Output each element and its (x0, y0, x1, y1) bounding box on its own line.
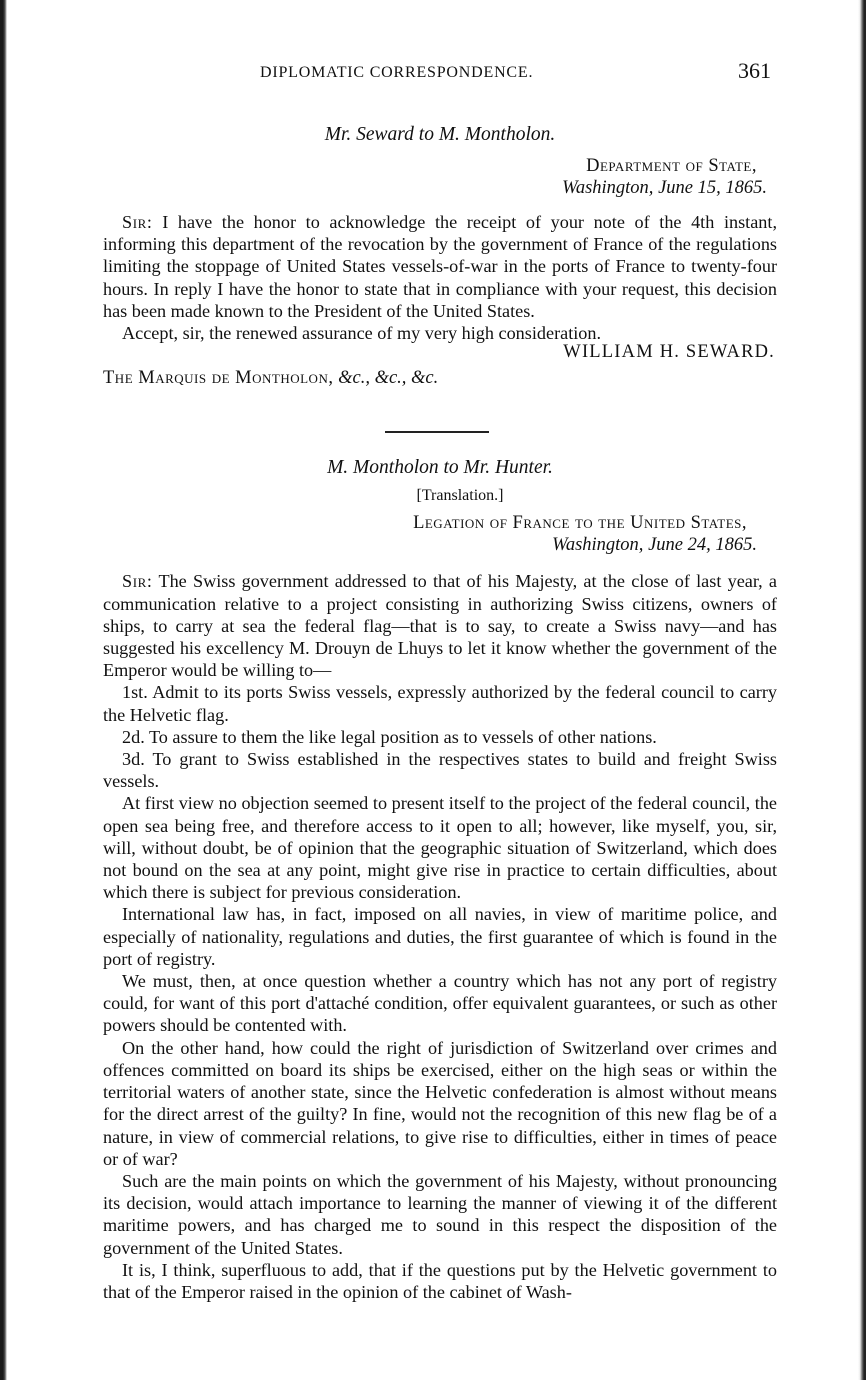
letter1-signature: WILLIAM H. SEWARD. (563, 342, 775, 363)
letter1-place: Washington, (562, 178, 654, 198)
letter1-addressee (103, 367, 777, 389)
addressee-etc: &c., &c., &c. (338, 368, 439, 389)
letter2-place: Washington, (552, 535, 644, 556)
letter2-paragraph: 2d. To assure to them the like legal position as to vessels of other nations. (122, 726, 657, 747)
letter2-paragraph: 3d. To grant to Swiss established in the respectives states to build and freight Swiss vessels. (103, 749, 777, 792)
letter1-caption: Mr. Seward to M. Montholon. (324, 124, 556, 145)
letter1-body (103, 211, 777, 322)
letter2-caption: M. Montholon to Mr. Hunter. (327, 457, 553, 479)
letter2-paragraph: 1st. Admit to its ports Swiss vessels, expressly authorized by the federal council to carry the Helvetic flag. (103, 682, 777, 725)
letter2-paragraph: On the other hand, how could the right of jurisdiction of Switzerland over crimes and offences committed on board its ships be exercised, either on the high seas or within the territorial waters of another state, since the Helvetic confederation is almost without means for the direct arrest of the guilty? In fine, would not the recognition of this new flag be of a nature, in view of commercial relations, to give rise to difficulties, either in times of peace or of war? (103, 1037, 777, 1169)
letter2-paragraph-text: The Swiss government addressed to that of his Majesty, at the close of last year, a communication relative to a project consisting in authorizing Swiss citizens, owners of ships, to carry at sea the federal flag—that is to say, to create a Swiss navy—and has suggested his excellency M. Drouyn de Lhuys to let it know whether the government of the Emperor would be willing to— (103, 571, 777, 681)
letter2-dateline (103, 512, 777, 556)
letter1-dateline (103, 155, 777, 199)
page-number: 361 (738, 58, 771, 83)
letter1-date: June 15, 1865. (658, 178, 767, 198)
letter2-place-date (103, 534, 757, 556)
letter2-office: Legation of France to the United States, (413, 513, 747, 534)
document-page (103, 52, 777, 1303)
letter1-salutation: Sir: (122, 212, 153, 232)
letter2-paragraph (103, 570, 777, 681)
letter1-body-text: I have the honor to acknowledge the receipt of your note of the 4th instant, informing this department of the revocation by the government of France of the regulations limiting the stoppage of United States vessels-of-war in the ports of France to twenty-four hours. In reply I have the honor to state that in compliance with your request, this decision has been made known to the President of the United States. (103, 212, 777, 321)
scan-right-edge (858, 0, 866, 1380)
letter1-place-date (103, 177, 767, 199)
letter2-date: June 24, 1865. (648, 535, 757, 556)
scan-left-edge (0, 0, 7, 1380)
translation-note: [Translation.] (416, 487, 504, 505)
section-divider (385, 431, 489, 433)
addressee-name: The Marquis de Montholon, (103, 368, 334, 389)
letter2-salutation: Sir: (122, 571, 153, 592)
letter2-paragraph: Such are the main points on which the government of his Majesty, without pronouncing its decision, would attach importance to learning the manner of viewing it of the different maritime powers, and has charged me to sound in this respect the disposition of the government of the United States. (103, 1170, 777, 1258)
letter2-paragraph: We must, then, at once question whether a country which has not any port of registry could, for want of this port d'attaché condition, offer equivalent guarantees, or such as other powers should be contented with. (103, 971, 777, 1036)
letter2-paragraph: International law has, in fact, imposed on all navies, in view of maritime police, and especially of nationality, regulations and duties, the first guarantee of which is found in the port of registry. (103, 904, 777, 969)
letter1-office: Department of State, (586, 156, 757, 176)
letter2-paragraph: At first view no objection seemed to present itself to the project of the federal council, the open sea being free, and therefore access to it open to all; however, like myself, you, sir, will, without doubt, be of opinion that the geographic situation of Switzerland, which does not bound on the sea at any point, might give rise in practice to certain difficulties, about which there is subject for previous consideration. (103, 793, 777, 903)
letter2-paragraph: It is, I think, superfluous to add, that if the questions put by the Helvetic government to that of the Emperor raised in the opinion of the cabinet of Wash- (103, 1259, 777, 1302)
running-title: DIPLOMATIC CORRESPONDENCE. (260, 64, 534, 81)
running-head (103, 52, 777, 94)
letter1-closing: Accept, sir, the renewed assurance of my very high consideration. (122, 323, 602, 344)
